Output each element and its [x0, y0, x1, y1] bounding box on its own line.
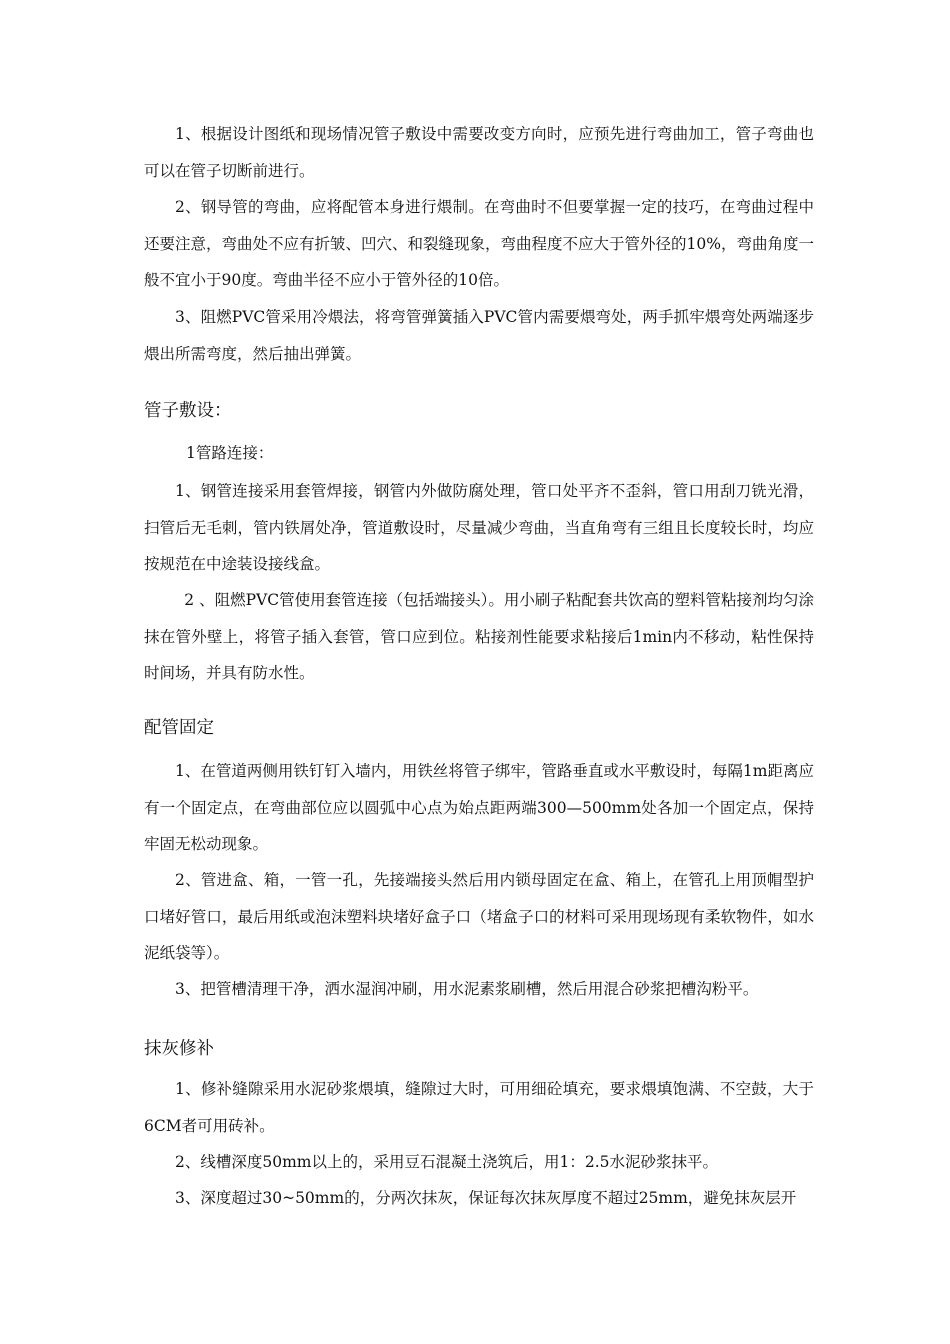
subsection-title-pipe-connection: 1管路连接： [186, 444, 274, 462]
fixing-paragraph-1: 1、在管道两侧用铁钉钉入墙内，用铁丝将管子绑牢，管路垂直或水平敷设时，每隔1m距离应有一个固定点，在弯曲部位应以圆弧中心点为始点距两端300—500mm处各加一个固定点，保持牢固无松动现象。 [144, 762, 814, 853]
bending-paragraph-3: 3、阻燃PVC管采用冷煨法，将弯管弹簧插入PVC管内需要煨弯处，两手抓牢煨弯处两端逐步煨出所需弯度，然后抽出弹簧。 [144, 308, 814, 363]
bending-paragraph-2: 2、钢导管的弯曲，应将配管本身进行煨制。在弯曲时不但要掌握一定的技巧，在弯曲过程中还要注意，弯曲处不应有折皱、凹穴、和裂缝现象，弯曲程度不应大于管外径的10%，弯曲角度一般不宜小于90度。弯曲半径不应小于管外径的10倍。 [144, 198, 814, 289]
plaster-paragraph-3: 3、深度超过30~50mm的，分两次抹灰，保证每次抹灰厚度不超过25mm，避免抹灰层开 [175, 1189, 797, 1207]
bending-paragraph-1: 1、根据设计图纸和现场情况管子敷设中需要改变方向时，应预先进行弯曲加工，管子弯曲也可以在管子切断前进行。 [144, 125, 814, 180]
section-title-plaster-repair: 抹灰修补 [144, 1039, 214, 1059]
section-title-pipe-fixing: 配管固定 [144, 718, 214, 738]
fixing-paragraph-3: 3、把管槽清理干净，洒水湿润冲刷，用水泥素浆刷槽，然后用混合砂浆把槽沟粉平。 [175, 980, 759, 998]
laying-paragraph-2: 2 、阻燃PVC管使用套管连接（包括端接头）。用小刷子粘配套共饮高的塑料管粘接剂均匀涂抹在管外壁上，将管子插入套管，管口应到位。粘接剂性能要求粘接后1min内不移动，粘性保持时间场，并具有防水性。 [144, 591, 814, 682]
fixing-paragraph-2: 2、管进盒、箱，一管一孔，先接端接头然后用内锁母固定在盒、箱上，在管孔上用顶帽型护口堵好管口，最后用纸或泡沫塑料块堵好盒子口（堵盒子口的材料可采用现场现有柔软物件，如水泥纸袋等）。 [144, 871, 814, 962]
laying-paragraph-1: 1、钢管连接采用套管焊接，钢管内外做防腐处理，管口处平齐不歪斜，管口用刮刀铣光滑，扫管后无毛刺，管内铁屑处净，管道敷设时，尽量减少弯曲，当直角弯有三组且长度较长时，均应按规范在中途装设接线盒。 [144, 482, 814, 573]
section-title-pipe-laying: 管子敷设： [144, 401, 232, 421]
plaster-paragraph-1: 1、修补缝隙采用水泥砂浆煨填，缝隙过大时，可用细砼填充，要求煨填饱满、不空鼓，大于6CM者可用砖补。 [144, 1080, 814, 1135]
plaster-paragraph-2: 2、线槽深度50mm以上的，采用豆石混凝土浇筑后，用1：2.5水泥砂浆抹平。 [175, 1153, 718, 1171]
